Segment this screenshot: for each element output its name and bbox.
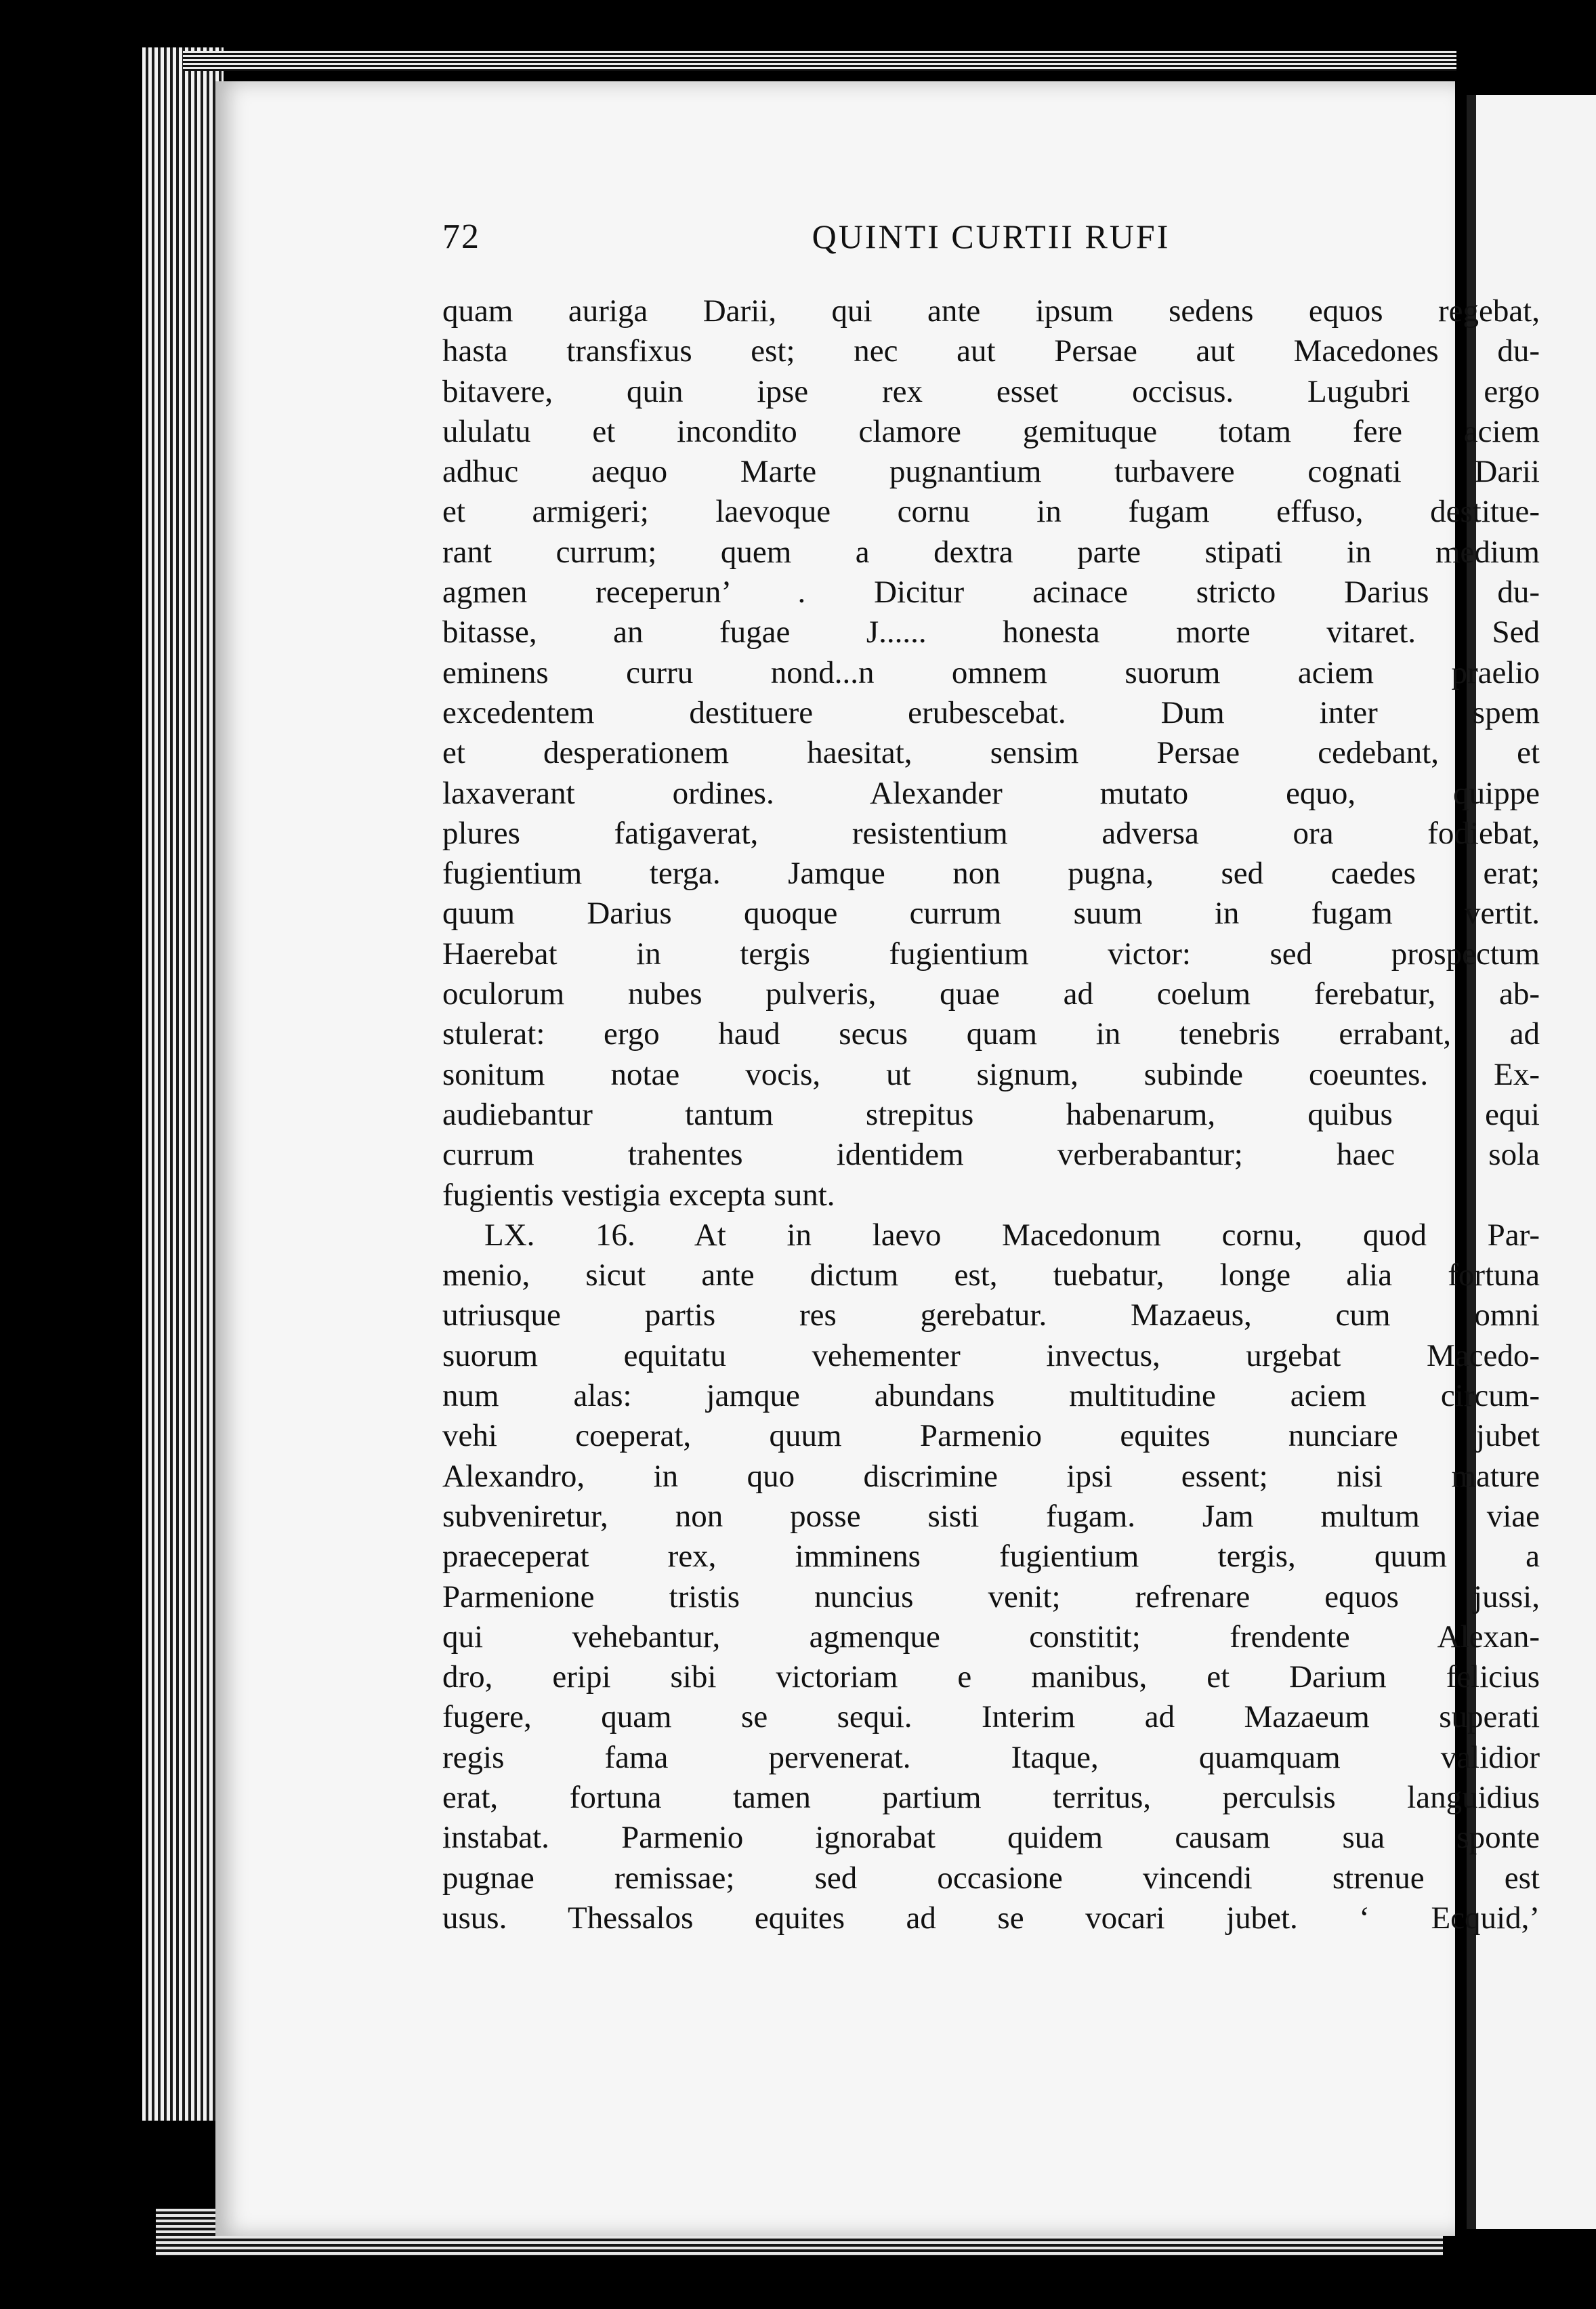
page-header <box>442 217 1540 291</box>
text-line: sonitum notae vocis, ut signum, subinde coeuntes. Ex- <box>442 1056 1540 1092</box>
text-line: erat, fortuna tamen partium territus, perculsis languidius <box>442 1779 1540 1815</box>
text-line: agmen receperun’ . Dicitur acinace stricto Darius du- <box>442 575 1540 610</box>
book-page <box>215 81 1540 2236</box>
text-line: vehi coeperat, quum Parmenio equites nunciare jubet <box>442 1418 1540 1454</box>
text-line: quum Darius quoque currum suum in fugam vertit. <box>442 896 1540 932</box>
text-line: quam auriga Darii, qui ante ipsum sedens equos regebat, <box>442 293 1540 329</box>
running-head: QUINTI CURTII RUFI <box>812 217 1171 255</box>
text-line: praeceperat rex, imminens fugientium tergis, quum a <box>442 1539 1540 1575</box>
text-line: stulerat: ergo haud secus quam in tenebris errabant, ad <box>442 1016 1540 1052</box>
page-number: 72 <box>442 217 480 256</box>
text-line: Alexandro, in quo discrimine ipsi essent; nisi mature <box>442 1458 1540 1494</box>
text-line: audiebantur tantum strepitus habenarum, quibus equi <box>442 1096 1540 1132</box>
text-line: qui vehebantur, agmenque constitit; frendente Alexan- <box>442 1619 1540 1655</box>
text-line: plures fatigaverat, resistentium adversa ora fodiebat, <box>442 815 1540 851</box>
text-line: suorum equitatu vehementer invectus, urgebat Macedo- <box>442 1337 1540 1373</box>
text-line: fugientis vestigia excepta sunt. <box>442 1177 835 1213</box>
text-line: menio, sicut ante dictum est, tuebatur, longe alia fortuna <box>442 1257 1540 1293</box>
text-line: bitasse, an fugae J...... honesta morte vitaret. Sed <box>442 615 1540 650</box>
text-line: ululatu et incondito clamore gemituque totam fere aciem <box>442 413 1540 449</box>
text-line: utriusque partis res gerebatur. Mazaeus, cum omni <box>442 1297 1540 1333</box>
text-line: oculorum nubes pulveris, quae ad coelum ferebatur, ab- <box>442 976 1540 1012</box>
text-line: pugnae remissae; sed occasione vincendi strenue est <box>442 1860 1540 1896</box>
page-edges-left <box>142 47 224 2121</box>
text-line: currum trahentes identidem verberabantur; haec sola <box>442 1137 1540 1173</box>
text-line: num alas: jamque abundans multitudine aciem circum- <box>442 1378 1540 1414</box>
text-line: rant currum; quem a dextra parte stipati in medium <box>442 534 1540 570</box>
text-line: hasta transfixus est; nec aut Persae aut Macedones du- <box>442 333 1540 369</box>
text-line: Haerebat in tergis fugientium victor: sed prospectum <box>442 936 1540 972</box>
text-line: adhuc aequo Marte pugnantium turbavere cognati Darii <box>442 454 1540 490</box>
page-edges-top <box>183 51 1456 71</box>
text-line: regis fama pervenerat. Itaque, quamquam validior <box>442 1739 1540 1775</box>
text-block <box>442 217 1540 1938</box>
text-line: et armigeri; laevoque cornu in fugam effuso, destitue- <box>442 494 1540 530</box>
text-line: excedentem destituere erubescebat. Dum inter spem <box>442 694 1540 730</box>
text-line: fugientium terga. Jamque non pugna, sed caedes erat; <box>442 856 1540 892</box>
body-text <box>442 291 1540 1938</box>
text-line: Parmenione tristis nuncius venit; refrenare equos jussi, <box>442 1579 1540 1615</box>
text-line: et desperationem haesitat, sensim Persae cedebant, et <box>442 735 1540 771</box>
text-line: eminens curru nond...n omnem suorum aciem praelio <box>442 654 1540 690</box>
text-line: usus. Thessalos equites ad se vocari jubet. ‘ Ecquid,’ <box>442 1900 1540 1936</box>
text-line: instabat. Parmenio ignorabat quidem causam sua sponte <box>442 1820 1540 1856</box>
text-line: fugere, quam se sequi. Interim ad Mazaeum superati <box>442 1699 1540 1735</box>
text-line: subveniretur, non posse sisti fugam. Jam multum viae <box>442 1498 1540 1534</box>
text-line: laxaverant ordines. Alexander mutato equo, quippe <box>442 775 1540 811</box>
text-line: bitavere, quin ipse rex esset occisus. Lugubri ergo <box>442 373 1540 409</box>
text-line: dro, eripi sibi victoriam e manibus, et Darium felicius <box>442 1659 1540 1695</box>
text-line: LX. 16. At in laevo Macedonum cornu, quod Par- <box>484 1217 1540 1253</box>
